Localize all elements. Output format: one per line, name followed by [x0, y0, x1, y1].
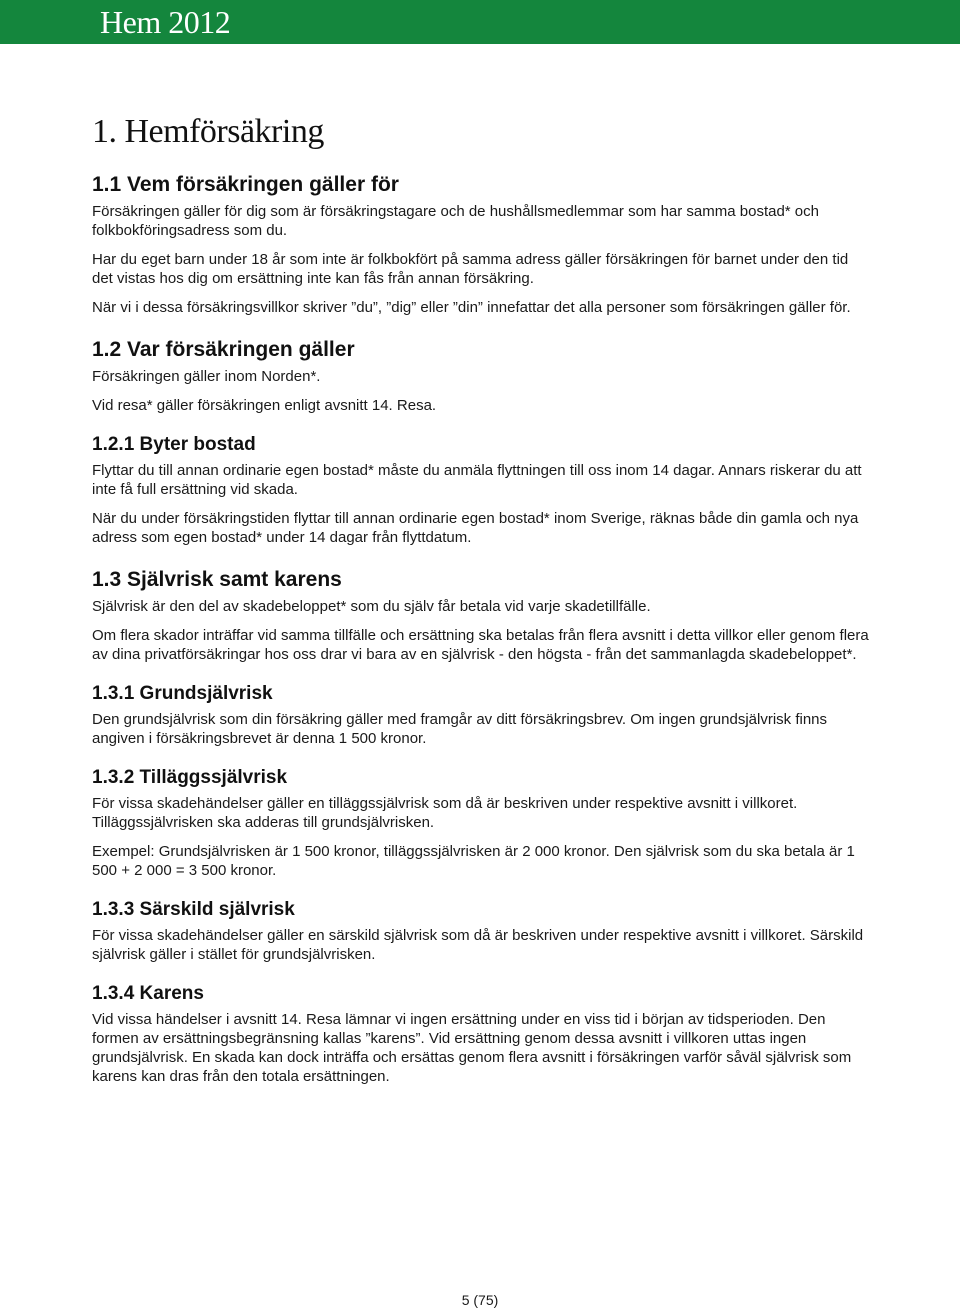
- paragraph: Vid vissa händelser i avsnitt 14. Resa lämnar vi ingen ersättning under en viss tid i början av tidsperioden. Den formen av ersättningsbegränsning kallas ”karens”. Vid ersättning genom dessa avsnitt i villkoren uttas ingen grundsjälvrisk. En skada kan dock inträffa och ersättas genom flera avsnitt i försäkringen varför såväl självrisk som karens kan dras från den totala ersättningen.: [92, 1011, 852, 1085]
- section-heading: 1.2 Var försäkringen gäller: [92, 338, 355, 361]
- paragraph: Om flera skador inträffar vid samma tillfälle och ersättning ska betalas från flera avsnitt i detta villkor eller genom flera av dina privatförsäkringar hos oss drar vi bara av en självrisk - den högsta - från det sammanlagda skadebeloppet*.: [92, 627, 869, 663]
- paragraph: För vissa skadehändelser gäller en särskild självrisk som då är beskriven under respektive avsnitt i villkoret. Särskild självrisk gäller i stället för grundsjälvrisken.: [92, 927, 864, 963]
- section-1-2: [92, 337, 872, 415]
- page-number: 5 (75): [461, 1292, 499, 1308]
- paragraph: Försäkringen gäller för dig som är försäkringstagare och de hushållsmedlemmar som har samma bostad* och folkbokföringsadress som du.: [92, 203, 819, 239]
- paragraph: Vid resa* gäller försäkringen enligt avsnitt 14. Resa.: [92, 397, 437, 414]
- chapter-title: 1. Hemförsäkring: [92, 113, 324, 150]
- paragraph: Flyttar du till annan ordinarie egen bostad* måste du anmäla flyttningen till oss inom 14 dagar. Annars riskerar du att inte få full ersättning vid skada.: [92, 462, 862, 498]
- paragraph: När vi i dessa försäkringsvillkor skriver ”du”, ”dig” eller ”din” innefattar det alla personer som försäkringen gäller för.: [92, 299, 851, 316]
- paragraph: Den grundsjälvrisk som din försäkring gäller med framgår av ditt försäkringsbrev. Om ingen grundsjälvrisk finns angiven i försäkringsbrevet är denna 1 500 kronor.: [92, 711, 828, 747]
- paragraph: Försäkringen gäller inom Norden*.: [92, 368, 321, 385]
- subsection-heading: 1.3.1 Grundsjälvrisk: [92, 683, 273, 704]
- section-1-3-4: [92, 982, 872, 1086]
- section-1-1: [92, 172, 872, 317]
- paragraph: För vissa skadehändelser gäller en tilläggssjälvrisk som då är beskriven under respektive avsnitt i villkoret. Tilläggssjälvrisken ska adderas till grundsjälvrisken.: [92, 795, 798, 831]
- paragraph: Självrisk är den del av skadebeloppet* som du själv får betala vid varje skadetillfälle.: [92, 598, 651, 615]
- subsection-heading: 1.3.3 Särskild självrisk: [92, 899, 295, 920]
- section-1-3-1: [92, 682, 872, 748]
- section-1-3-3: [92, 898, 872, 964]
- document-title: Hem 2012: [100, 4, 231, 40]
- section-1-3-2: [92, 766, 872, 880]
- subsection-heading: 1.2.1 Byter bostad: [92, 434, 256, 455]
- section-heading: 1.1 Vem försäkringen gäller för: [92, 173, 399, 196]
- section-1-3: [92, 567, 872, 664]
- section-1-2-1: [92, 433, 872, 547]
- header-band: [0, 0, 960, 44]
- section-heading: 1.3 Självrisk samt karens: [92, 568, 342, 591]
- paragraph: Har du eget barn under 18 år som inte är folkbokfört på samma adress gäller försäkringen för barnet under den tid det vistas hos dig om ersättning inte kan fås från annan försäkring.: [92, 251, 849, 287]
- paragraph: När du under försäkringstiden flyttar till annan ordinarie egen bostad* inom Sverige, räknas både din gamla och nya adress som egen bostad* under 14 dagar från flyttdatum.: [92, 510, 859, 546]
- page-content: [92, 110, 872, 1104]
- subsection-heading: 1.3.4 Karens: [92, 983, 204, 1004]
- subsection-heading: 1.3.2 Tilläggssjälvrisk: [92, 767, 288, 788]
- paragraph: Exempel: Grundsjälvrisken är 1 500 kronor, tilläggssjälvrisken är 2 000 kronor. Den självrisk som du ska betala är 1 500 + 2 000 = 3 500 kronor.: [92, 843, 855, 879]
